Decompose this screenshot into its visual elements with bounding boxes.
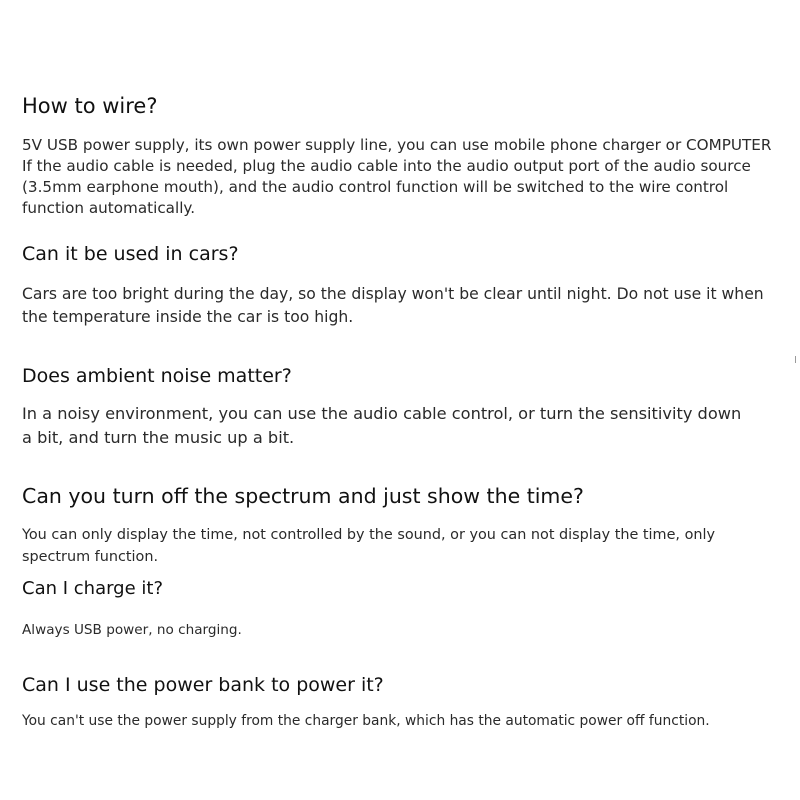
answer-cars [22,283,798,329]
edge-mark [795,356,796,363]
answer-line: You can't use the power supply from the charger bank, which has the automatic power off function. [22,713,710,729]
answer-ambient-noise [22,402,798,450]
answer-line: If the audio cable is needed, plug the audio cable into the audio output port of the audio source [22,157,751,175]
question-charge: Can I charge it? [22,578,164,599]
question-power-bank: Can I use the power bank to power it? [22,674,384,696]
answer-line: You can only display the time, not controlled by the sound, or you can not display the time, only [22,527,716,543]
question-spectrum-time: Can you turn off the spectrum and just show the time? [22,484,584,508]
answer-line: the temperature inside the car is too high. [22,308,354,326]
answer-spectrum-time [22,524,798,568]
answer-line: 5V USB power supply, its own power supply line, you can use mobile phone charger or COMPUTER [22,136,772,154]
answer-line: Cars are too bright during the day, so the display won't be clear until night. Do not use it when [22,285,764,303]
faq-document [22,0,798,800]
answer-power-bank [22,711,798,731]
question-ambient-noise: Does ambient noise matter? [22,365,292,387]
answer-line: spectrum function. [22,549,159,565]
answer-line: In a noisy environment, you can use the audio cable control, or turn the sensitivity down [22,404,742,423]
answer-line: a bit, and turn the music up a bit. [22,428,295,447]
answer-line: function automatically. [22,199,196,217]
answer-how-to-wire [22,135,798,219]
answer-charge [22,620,798,640]
question-how-to-wire: How to wire? [22,94,158,118]
question-cars: Can it be used in cars? [22,243,239,265]
answer-line: Always USB power, no charging. [22,622,242,638]
answer-line: (3.5mm earphone mouth), and the audio control function will be switched to the wire control [22,178,729,196]
